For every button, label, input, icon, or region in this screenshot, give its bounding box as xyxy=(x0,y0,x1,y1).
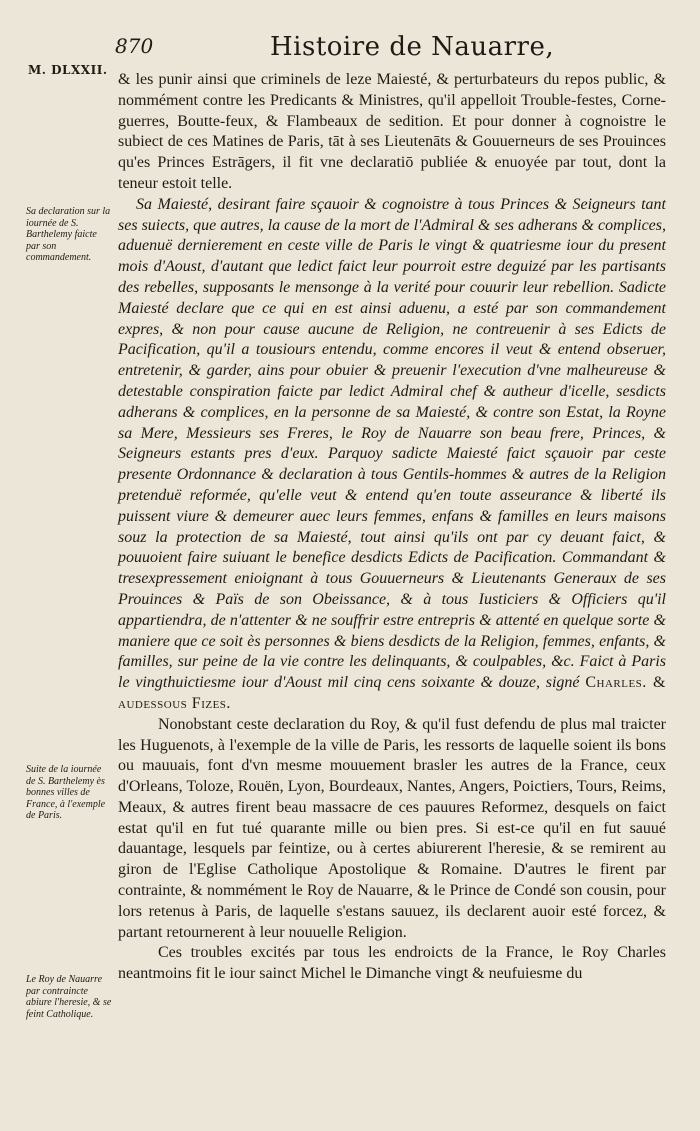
page-header xyxy=(115,30,680,70)
declaration-signature: Charles. & audessous Fizes. xyxy=(118,674,667,712)
margin-note-declaration: Sa declaration sur la iournée de S. Barthelemy faicte par son commandement. xyxy=(26,206,111,263)
paragraph-royal-declaration xyxy=(118,195,666,715)
paragraph-massacres: Nonobstant ceste declaration du Roy, & qu'il fust defendu de plus mal traicter les Huguenots, à l'exemple de la ville de Paris, les ressorts de laquelle soient ils bons ou mauuais, font d'vn mesme mouuement brasler les autres de la France, ceux d'Orleans, Toloze, Rouën, Lyon, Bourdeaux, Nantes, Angers, Poictiers, Tours, Reims, Meaux, & autres firent beau massacre de ces pauures Reformez, desquels on faict estat qu'il en fut tué quarante mille ou bien pres. Si est-ce qu'il en fut sauué dauantage, lesquels par feintize, ou à certes abiurerent l'heresie, & se remirent au giron de l'Eglise Catholique Apostolique & Romaine. D'autres le firent par contrainte, & nommément le Roy de Nauarre, & le Prince de Condé son cousin, pour lors retenus à Paris, de laquelle s'estans sauuez, ils declarent auoir esté forcez, & partant retournerent à leur nouuelle Religion. xyxy=(118,715,666,941)
paragraph-troubles: Ces troubles excités par tous les endroicts de la France, le Roy Charles neantmoins fit le iour sainct Michel le Dimanche vingt & neufuiesme du xyxy=(118,944,666,983)
declaration-text: Sa Maiesté, desirant faire sçauoir & cognoistre à tous Princes & Seigneurs tant ses suiects, que autres, la cause de la mort de l'Admiral & ses adherans & complices, aduenuë dernierement en ceste ville de Paris le vingt & quatriesme iour du present mois d'Aoust, d'autant que ledict faict leur pourroit estre deguizé par les partisants des rebelles, supposants le mensonge à la verité pour couurir leur rebellion. Sadicte Maiesté declare que ce qui en est ainsi aduenu, a esté par son commandement expres, & non pour cause aucune de Religion, ne contreuenir à ses Edicts de Pacification, qu'il a tousiours entendu, comme encores il veut & entend obseruer, entretenir, & garder, ains pour obuier & preuenir l'execution d'vne malheureuse & detestable conspiration faicte par ledict Admiral chef & autheur d'icelle, sesdicts adherans & complices, en la personne de sa Maiesté, & contre son Estat, la Royne sa Mere, Messieurs ses Freres, le Roy de Nauarre son beau frere, Princes, & Seigneurs estants pres d'eux. Parquoy sadicte Maiesté faict sçauoir par ceste presente Ordonnance & declaration à tous Gentils-hommes & autres de la Religion pretenduë reformée, qu'elle veut & entend qu'en toute asseurance & liberté ils puissent viure & demeurer auec leurs femmes, enfans & familles en leurs maisons souz la protection de sa Maiesté, tout ainsi qu'ils ont par cy deuant faict, & pouuoient faire suiuant le benefice desdicts Edicts de Pacification. Commandant & tresexpressement enioignant à tous Gouuerneurs & Lieutenants Generaux de ses Prouinces & Païs de son Obeissance, & à tous Iusticiers & Officiers qu'il appartiendra, de n'attenter & ne souffrir estre entrepris & attenté en quelque sorte & maniere que ce soit ès personnes & biens desdicts de la Religion, femmes, enfants, & familles, sur peine de la vie contre les delinquants, & coulpables, &c. Faict à Paris le vingthuictiesme iour d'Aoust mil cinq cens soixante & douze, signé xyxy=(118,195,666,692)
margin-note-massacres: Suite de la iournée de S. Barthelemy ès bonnes villes de France, à l'exemple de Paris. xyxy=(26,764,106,821)
year-marker: M. DLXXII. xyxy=(28,63,108,77)
margin-note-king-navarre: Le Roy de Nauarre par contraincte abiure l'heresie, & se feint Catholique. xyxy=(26,974,112,1020)
running-title: Histoire de Nauarre, xyxy=(270,32,555,62)
paragraph-intro: & les punir ainsi que criminels de leze Maiesté, & perturbateurs du repos public, & nommément contre les Predicants & Ministres, qu'il appelloit Trouble-festes, Corne-guerres, Boutte-feux, & Flambeaux de sedition. Et pour donner à cognoistre le subiect de ces Matines de Paris, tāt à ses Lieutenāts & Gouuerneurs de ses Prouinces qu'es Princes Estrāgers, il fit vne declaratiō publiée & enuoyée par tout, dont la teneur estoit telle. xyxy=(118,71,666,192)
main-text xyxy=(118,70,666,985)
page-number: 870 xyxy=(115,34,154,58)
